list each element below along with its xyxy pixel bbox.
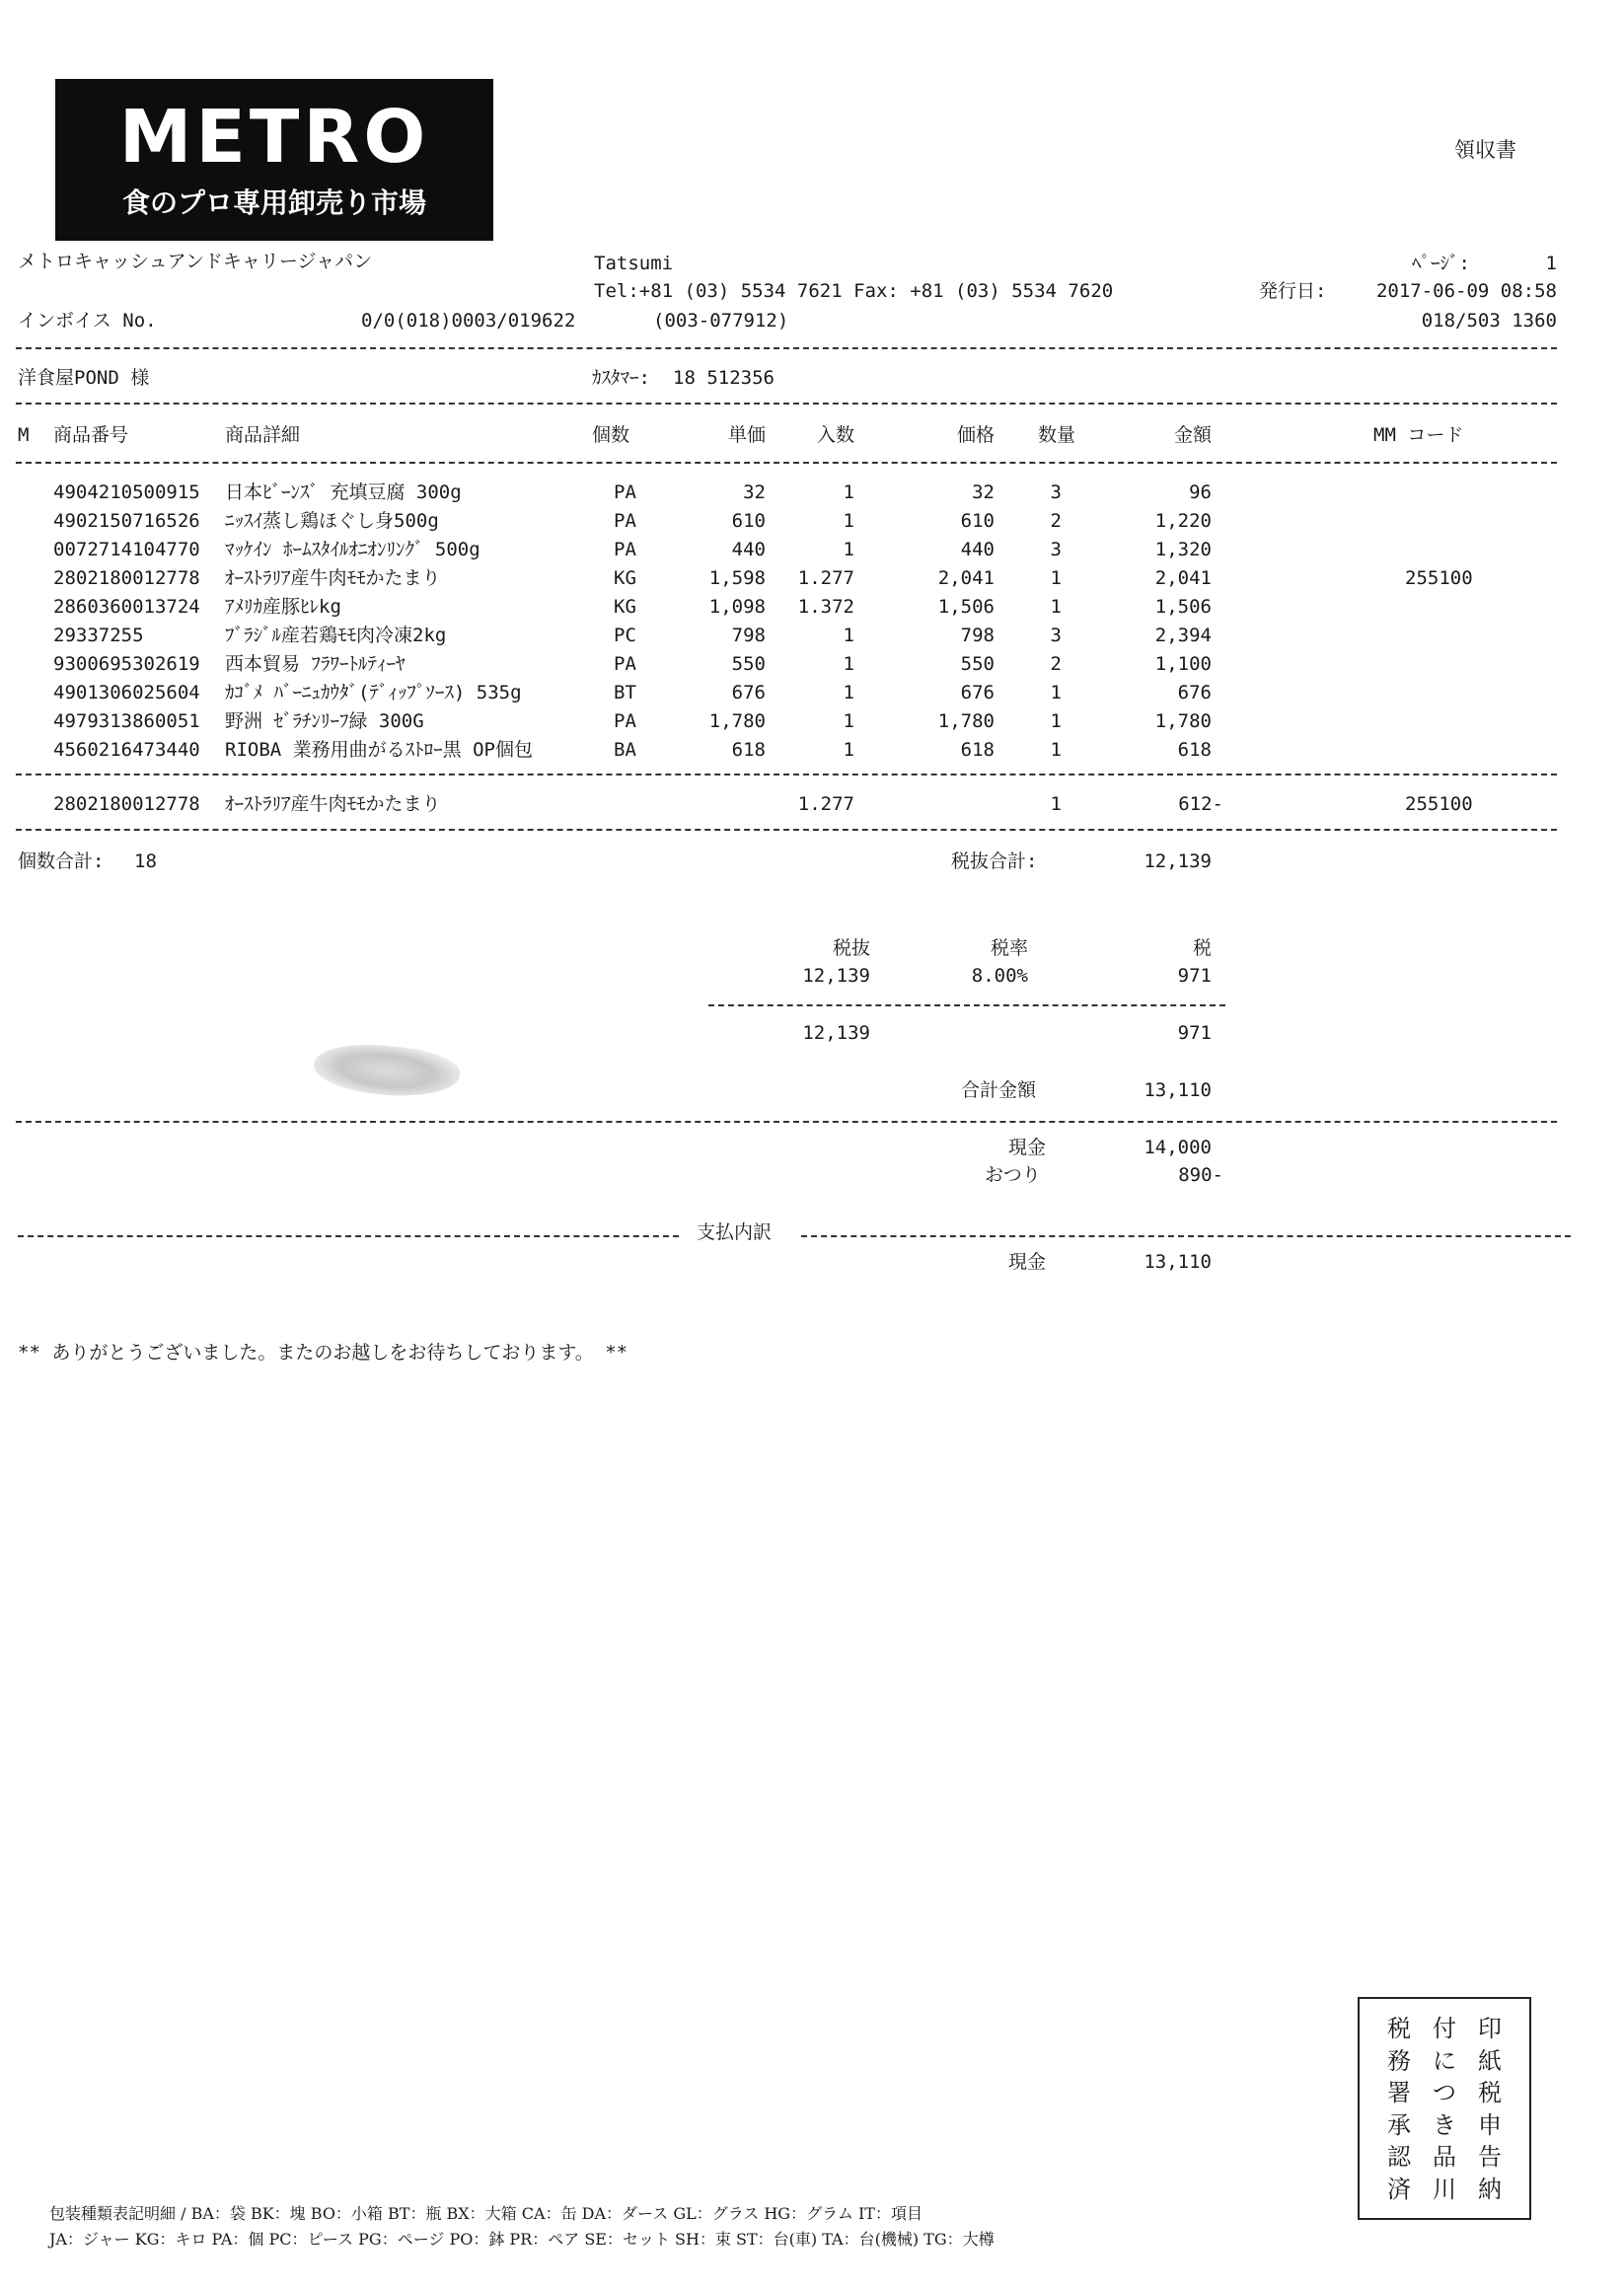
col-detail: 商品詳細 bbox=[225, 424, 301, 446]
item-code: 4560216473440 bbox=[53, 739, 200, 761]
item-qty: 3 bbox=[1050, 539, 1062, 560]
issue-datetime: 2017-06-09 08:58 bbox=[1375, 280, 1557, 302]
item-unit-price: 1,598 bbox=[708, 567, 766, 589]
tax-amount: 971 bbox=[1177, 965, 1212, 987]
col-amount: 金額 bbox=[1173, 424, 1212, 446]
item-code: 9300695302619 bbox=[53, 653, 200, 675]
adjustment-code: 2802180012778 bbox=[53, 793, 200, 815]
item-unit: BA bbox=[614, 739, 636, 761]
item-price: 1,780 bbox=[937, 710, 995, 732]
count-total-label: 個数合計: bbox=[18, 850, 105, 872]
item-unit: PA bbox=[614, 653, 636, 675]
store-name: Tatsumi bbox=[594, 253, 674, 274]
item-amount: 1,506 bbox=[1154, 596, 1212, 618]
issue-date-label: 発行日: bbox=[1259, 280, 1327, 302]
item-price: 440 bbox=[960, 539, 995, 560]
item-code: 4902150716526 bbox=[53, 510, 200, 532]
logo-tagline: 食のプロ専用卸売り市場 bbox=[121, 186, 426, 219]
item-unit: PA bbox=[614, 539, 636, 560]
item-qty-per: 1 bbox=[843, 653, 854, 675]
item-price: 32 bbox=[972, 481, 995, 503]
col-qty-per: 入数 bbox=[816, 424, 854, 446]
item-qty-per: 1 bbox=[843, 481, 854, 503]
logo-brand: METRO bbox=[118, 95, 430, 180]
page-number: 1 bbox=[1545, 253, 1557, 274]
item-price: 618 bbox=[960, 739, 995, 761]
item-code: 29337255 bbox=[53, 625, 144, 646]
item-detail: ｵｰｽﾄﾗﾘｱ産牛肉ﾓﾓかたまり bbox=[225, 567, 441, 589]
stamp-duty-box bbox=[1358, 1997, 1531, 2220]
adjustment-qty: 1 bbox=[1050, 793, 1062, 815]
adjustment-mm: 255100 bbox=[1405, 793, 1473, 815]
item-unit: BT bbox=[614, 682, 636, 703]
item-unit: PA bbox=[614, 710, 636, 732]
item-detail: 西本貿易 ﾌﾗﾜｰﾄﾙﾃｨｰﾔ bbox=[225, 653, 406, 675]
item-qty-per: 1.372 bbox=[797, 596, 854, 618]
item-detail: ﾌﾞﾗｼﾞﾙ産若鶏ﾓﾓ肉冷凍2kg bbox=[225, 625, 447, 646]
tax-rate-header: 税率 bbox=[990, 937, 1028, 959]
col-unit-price: 単価 bbox=[727, 424, 766, 446]
col-code: 商品番号 bbox=[53, 424, 129, 446]
adjustment-amount: 612- bbox=[1178, 793, 1223, 815]
item-price: 610 bbox=[960, 510, 995, 532]
item-amount: 2,041 bbox=[1154, 567, 1212, 589]
item-price: 550 bbox=[960, 653, 995, 675]
item-unit-price: 618 bbox=[731, 739, 766, 761]
breakdown-label: 現金 bbox=[1008, 1251, 1047, 1273]
store-contact: Tel:+81 (03) 5534 7621 Fax: +81 (03) 5534 7620 bbox=[594, 280, 1114, 302]
item-unit: KG bbox=[614, 567, 636, 589]
item-qty-per: 1 bbox=[843, 739, 854, 761]
item-qty-per: 1 bbox=[843, 710, 854, 732]
tax-total-amount: 971 bbox=[1177, 1022, 1212, 1044]
item-detail: ﾏｯｹｲﾝ ﾎｰﾑｽﾀｲﾙｵﾆｵﾝﾘﾝｸﾞ 500g bbox=[225, 539, 480, 560]
stamp-col-3: 印 紙 税 申 告 納 bbox=[1478, 2015, 1502, 2203]
store-code: (003-077912) bbox=[653, 310, 789, 332]
item-detail: RIOBA 業務用曲がるｽﾄﾛｰ黒 OP個包 bbox=[225, 739, 533, 761]
cash-value: 14,000 bbox=[1144, 1137, 1212, 1158]
item-unit-price: 610 bbox=[731, 510, 766, 532]
item-amount: 1,320 bbox=[1154, 539, 1212, 560]
packaging-legend-line-1: 包装種類表記明細 / BA：袋 BK：塊 BO：小箱 BT：瓶 BX：大箱 CA：缶 DA：ダース GL：グラス HG：グラム IT：項目 bbox=[49, 2204, 923, 2223]
divider bbox=[16, 829, 1557, 831]
item-amount: 1,780 bbox=[1154, 710, 1212, 732]
item-unit: PA bbox=[614, 481, 636, 503]
col-qty: 数量 bbox=[1037, 424, 1075, 446]
issue-ref: 018/503 1360 bbox=[1421, 310, 1557, 332]
item-qty: 1 bbox=[1050, 596, 1062, 618]
invoice-label: インボイス No. bbox=[18, 310, 157, 332]
item-qty-per: 1 bbox=[843, 539, 854, 560]
change-value: 890- bbox=[1178, 1164, 1223, 1186]
divider bbox=[16, 462, 1557, 464]
page-label: ﾍﾟｰｼﾞ: bbox=[1412, 253, 1470, 274]
breakdown-title: 支払内訳 bbox=[697, 1221, 773, 1243]
item-amount: 1,220 bbox=[1154, 510, 1212, 532]
company-name: メトロキャッシュアンドキャリージャパン bbox=[18, 251, 373, 272]
cash-label: 現金 bbox=[1008, 1137, 1047, 1158]
item-qty: 3 bbox=[1050, 625, 1062, 646]
document-type: 領収書 bbox=[1454, 138, 1516, 162]
customer-name: 洋食屋POND 様 bbox=[18, 367, 150, 389]
item-unit-price: 1,780 bbox=[708, 710, 766, 732]
item-detail: ﾆｯｽｲ蒸し鶏ほぐし身500g bbox=[225, 510, 439, 532]
item-qty: 3 bbox=[1050, 481, 1062, 503]
item-mm: 255100 bbox=[1405, 567, 1473, 589]
divider bbox=[708, 1004, 1225, 1006]
item-code: 0072714104770 bbox=[53, 539, 200, 560]
divider bbox=[16, 1121, 1557, 1123]
item-amount: 1,100 bbox=[1154, 653, 1212, 675]
item-detail: 日本ﾋﾞｰﾝｽﾞ 充填豆腐 300g bbox=[225, 481, 462, 503]
item-amount: 96 bbox=[1189, 481, 1212, 503]
col-m: M bbox=[18, 424, 30, 446]
item-unit-price: 550 bbox=[731, 653, 766, 675]
item-qty: 2 bbox=[1050, 510, 1062, 532]
packaging-legend-line-2: JA：ジャー KG：キロ PA：個 PC：ピース PG：ページ PO：鉢 PR：ペア SE：セット SH：束 ST：台(車) TA：台(機械) TG：大樽 bbox=[49, 2230, 995, 2249]
item-qty-per: 1 bbox=[843, 682, 854, 703]
item-amount: 618 bbox=[1177, 739, 1212, 761]
change-label: おつり bbox=[985, 1164, 1041, 1186]
grand-total-label: 合計金額 bbox=[961, 1079, 1037, 1101]
customer-label: ｶｽﾀﾏｰ: bbox=[592, 367, 650, 389]
stamp-col-2: 付 に つ き 品 川 bbox=[1433, 2015, 1456, 2203]
item-unit: KG bbox=[614, 596, 636, 618]
breakdown-value: 13,110 bbox=[1144, 1251, 1212, 1273]
item-price: 1,506 bbox=[937, 596, 995, 618]
ink-smudge bbox=[312, 1038, 462, 1102]
item-code: 4901306025604 bbox=[53, 682, 200, 703]
col-mm: MM コード bbox=[1373, 424, 1464, 446]
item-qty: 1 bbox=[1050, 710, 1062, 732]
adjustment-qty-per: 1.277 bbox=[797, 793, 854, 815]
subtotal-label: 税抜合計: bbox=[951, 850, 1038, 872]
divider bbox=[16, 403, 1557, 405]
stamp-col-1: 税 務 署 承 認 済 bbox=[1387, 2015, 1411, 2203]
adjustment-detail: ｵｰｽﾄﾗﾘｱ産牛肉ﾓﾓかたまり bbox=[225, 793, 441, 815]
item-qty-per: 1.277 bbox=[797, 567, 854, 589]
col-unit: 個数 bbox=[592, 424, 630, 446]
count-total-value: 18 bbox=[134, 850, 157, 872]
divider bbox=[16, 774, 1557, 775]
col-price: 価格 bbox=[956, 424, 995, 446]
customer-number: 18 512356 bbox=[673, 367, 775, 389]
invoice-number: 0/0(018)0003/019622 bbox=[361, 310, 576, 332]
item-unit: PA bbox=[614, 510, 636, 532]
item-unit-price: 32 bbox=[743, 481, 766, 503]
item-amount: 676 bbox=[1177, 682, 1212, 703]
item-amount: 2,394 bbox=[1154, 625, 1212, 646]
item-detail: ｱﾒﾘｶ産豚ﾋﾚkg bbox=[225, 596, 341, 618]
item-qty: 1 bbox=[1050, 739, 1062, 761]
item-code: 4979313860051 bbox=[53, 710, 200, 732]
divider bbox=[801, 1235, 1571, 1237]
item-unit-price: 676 bbox=[731, 682, 766, 703]
item-price: 676 bbox=[960, 682, 995, 703]
item-qty: 1 bbox=[1050, 567, 1062, 589]
item-detail: 野洲 ｾﾞﾗﾁﾝﾘｰﾌ緑 300G bbox=[225, 710, 424, 732]
item-detail: ｶｺﾞﾒ ﾊﾞｰﾆｭｶｳﾀﾞ(ﾃﾞｨｯﾌﾟｿｰｽ) 535g bbox=[225, 682, 522, 703]
item-price: 798 bbox=[960, 625, 995, 646]
item-unit-price: 440 bbox=[731, 539, 766, 560]
item-unit-price: 798 bbox=[731, 625, 766, 646]
divider bbox=[16, 347, 1557, 349]
item-qty-per: 1 bbox=[843, 510, 854, 532]
item-code: 2802180012778 bbox=[53, 567, 200, 589]
metro-logo bbox=[55, 79, 493, 241]
thank-you-message: ** ありがとうございました。またのお越しをお待ちしております。 ** bbox=[18, 1342, 628, 1364]
item-unit: PC bbox=[614, 625, 636, 646]
item-code: 4904210500915 bbox=[53, 481, 200, 503]
tax-header: 税 bbox=[1192, 937, 1212, 959]
grand-total-value: 13,110 bbox=[1144, 1079, 1212, 1101]
item-qty-per: 1 bbox=[843, 625, 854, 646]
tax-rate: 8.00% bbox=[971, 965, 1028, 987]
tax-base-header: 税抜 bbox=[832, 937, 870, 959]
item-qty: 1 bbox=[1050, 682, 1062, 703]
divider bbox=[18, 1235, 679, 1237]
tax-total-base: 12,139 bbox=[802, 1022, 870, 1044]
item-price: 2,041 bbox=[937, 567, 995, 589]
item-qty: 2 bbox=[1050, 653, 1062, 675]
item-code: 2860360013724 bbox=[53, 596, 200, 618]
tax-base: 12,139 bbox=[802, 965, 870, 987]
subtotal-value: 12,139 bbox=[1144, 850, 1212, 872]
item-unit-price: 1,098 bbox=[708, 596, 766, 618]
